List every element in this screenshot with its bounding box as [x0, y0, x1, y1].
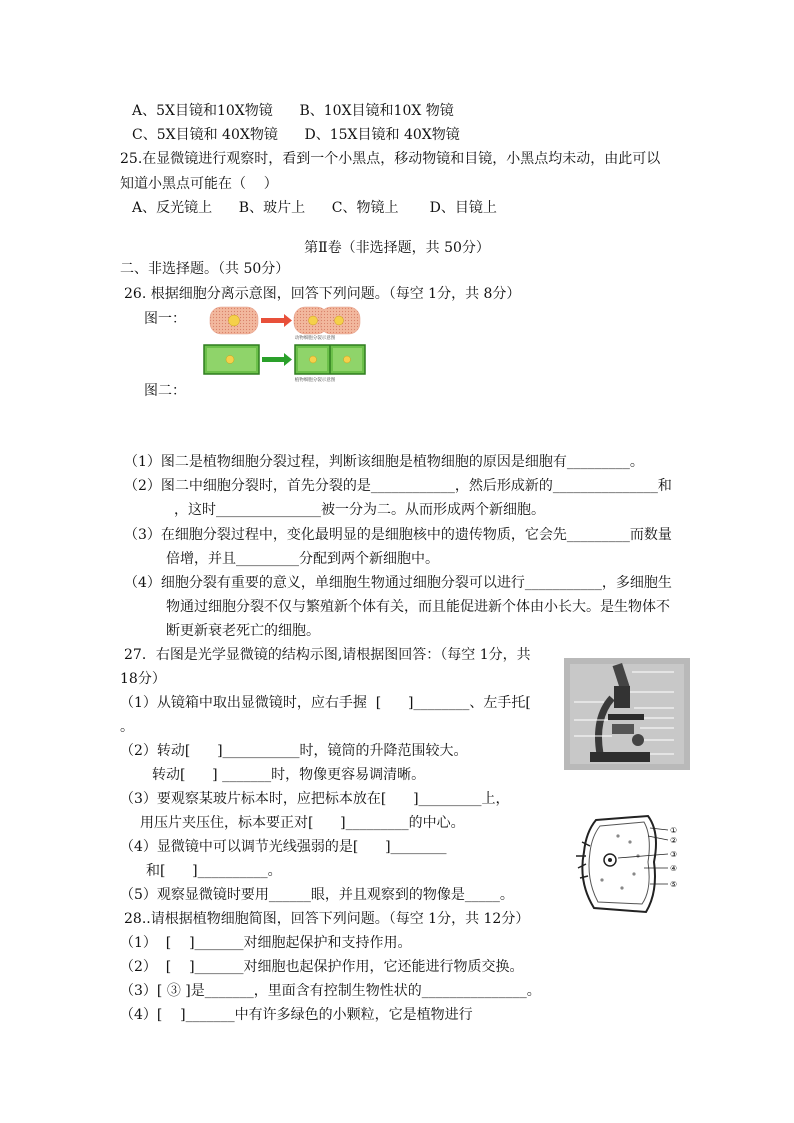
plant-cell-figure [574, 812, 686, 918]
q27-sub3-line1: （3）要观察某玻片标本时，应把标本放在[ ]_________上， [120, 791, 510, 807]
section-heading: 二、非选择题。（共 50分） [120, 261, 290, 277]
q27-sub1-line2: 。 [120, 719, 134, 735]
cell-division-figure [200, 304, 370, 384]
q27-sub5: （5）观察显微镜时要用______眼，并且观察到的物像是_____。 [120, 887, 514, 903]
cell-label-2: ② [670, 836, 678, 845]
q24-options-ab: A、5X目镜和10X物镜 B、10X目镜和10X 物镜 [132, 103, 454, 119]
q26-sub2-line2: ，这时_______________被一分为二。从而形成两个新细胞。 [174, 502, 545, 518]
cell-label-4: ④ [670, 864, 678, 873]
q26-sub4-line1: （4）细胞分裂有重要的意义，单细胞生物通过细胞分裂可以进行___________，多细胞生 [124, 575, 672, 591]
microscope-figure [564, 658, 690, 770]
q26-sub2-line1: （2）图二中细胞分裂时，首先分裂的是____________，然后形成新的_______________和 [124, 478, 672, 494]
q27-sub4-line2: 和[ ]__________。 [146, 863, 282, 879]
q26-sub3-line1: （3）在细胞分裂过程中，变化最明显的是细胞核中的遗传物质，它会先_________而数量 [124, 527, 672, 543]
q28-sub3: （3）[ ③ ]是_______，里面含有控制生物性状的_______________。 [120, 983, 541, 999]
q27-sub2-line2: 转动[ ] _______时，物像更容易调清晰。 [152, 767, 426, 783]
q26-stem: 26. 根据细胞分离示意图，回答下列问题。（每空 1分，共 8分） [124, 286, 521, 302]
q27-sub1-line1: （1）从镜箱中取出显微镜时，应右手握 [ ]________、左手托[ [120, 695, 531, 711]
q28-sub4: （4）[ ]_______中有许多绿色的小颗粒，它是植物进行 [120, 1007, 473, 1023]
q28-sub1: （1） [ ]_______对细胞起保护和支持作用。 [120, 935, 412, 951]
q26-sub1: （1）图二是植物细胞分裂过程，判断该细胞是植物细胞的原因是细胞有_________。 [124, 454, 644, 470]
part2-title: 第Ⅱ卷（非选择题，共 50分） [304, 240, 490, 256]
plant-caption: 植物细胞分裂示意图 [294, 378, 336, 383]
q28-sub2: （2） [ ]_______对细胞也起保护作用，它还能进行物质交换。 [120, 959, 524, 975]
cell-label-3: ③ [670, 850, 678, 859]
q27-stem-line2: 18分） [120, 671, 166, 687]
cell-label-5: ⑤ [670, 880, 678, 889]
q27-stem-line1: 27．右图是光学显微镜的结构示图,请根据图回答：（每空 1分，共 [124, 647, 531, 663]
q26-sub3-line2: 倍增，并且_________分配到两个新细胞中。 [166, 551, 439, 567]
q26-fig2-label: 图二： [144, 383, 186, 399]
q26-sub4-line3: 断更新衰老死亡的细胞。 [166, 623, 320, 639]
q25-stem-line1: 25.在显微镜进行观察时，看到一个小黑点，移动物镜和目镜，小黑点均未动，由此可以 [120, 151, 661, 167]
q25-stem-line2: 知道小黑点可能在（ ） [120, 176, 278, 192]
cell-label-1: ① [670, 826, 678, 835]
animal-caption: 动物细胞分裂示意图 [294, 336, 336, 341]
q27-sub2-line1: （2）转动[ ]___________时，镜筒的升降范围较大。 [120, 743, 468, 759]
q27-sub3-line2: 用压片夹压住，标本要正对[ ]_________的中心。 [140, 815, 465, 831]
q26-fig1-label: 图一： [144, 311, 186, 327]
q24-options-cd: C、5X目镜和 40X物镜 D、15X目镜和 40X物镜 [132, 127, 460, 143]
q28-stem: 28..请根据植物细胞简图，回答下列问题。（每空 1分，共 12分） [124, 911, 530, 927]
q25-options: A、反光镜上 B、玻片上 C、物镜上 D、目镜上 [132, 200, 497, 216]
q26-sub4-line2: 物通过细胞分裂不仅与繁殖新个体有关，而且能促进新个体由小长大。是生物体不 [166, 599, 670, 615]
q27-sub4-line1: （4）显微镜中可以调节光线强弱的是[ ]________ [120, 839, 447, 855]
